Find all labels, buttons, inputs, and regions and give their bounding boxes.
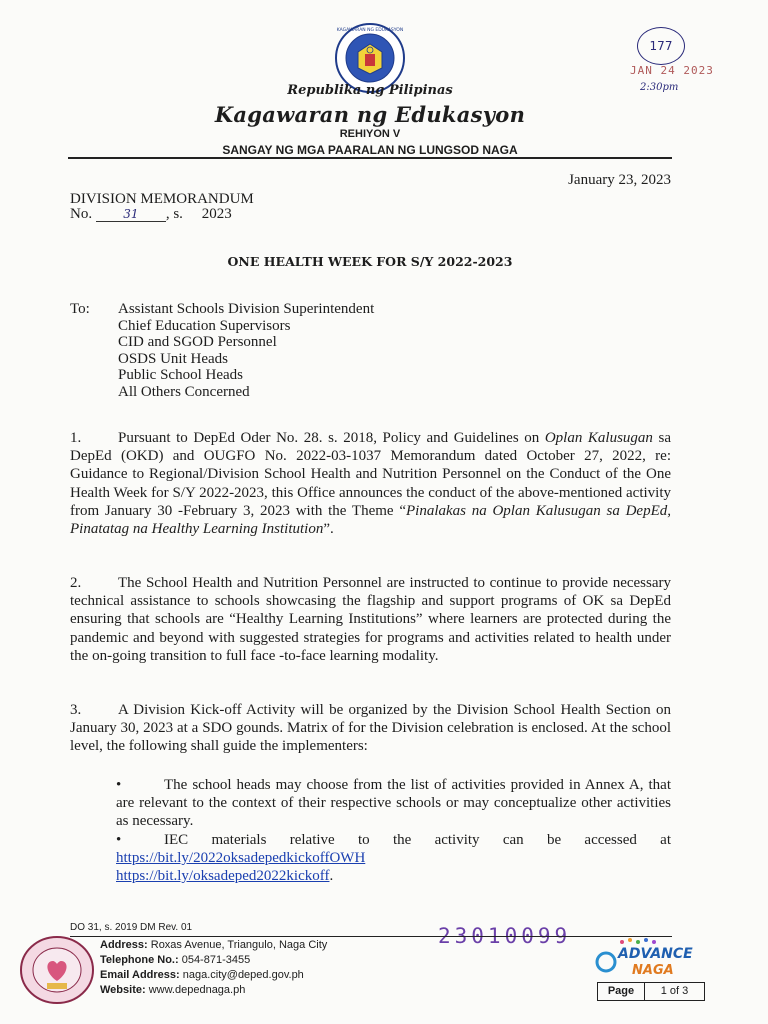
svg-text:KAGAWARAN NG EDUKASYON: KAGAWARAN NG EDUKASYON: [336, 28, 404, 33]
paragraph-text: ”.: [323, 521, 334, 538]
address-label: Address:: [100, 939, 148, 951]
paragraph-1: [70, 429, 671, 538]
memo-series-label: , s.: [165, 206, 183, 222]
document-code: DO 31, s. 2019 DM Rev. 01: [70, 922, 193, 933]
website-value: www.depednaga.ph: [148, 984, 246, 996]
paragraph-italic: Oplan Kalusugan: [544, 430, 653, 446]
memo-date: January 23, 2023: [568, 172, 671, 188]
logo-word-advance: ADVANCE: [618, 946, 693, 962]
bullet-item-1: [116, 776, 671, 831]
bullet-icon: •: [116, 832, 122, 848]
paragraph-text: A Division Kick-off Activity will be organized by the Division School Health Section on January 30, 2023 at a SDO gounds. Matrix of for the Division celebration is enclosed. At the school level, the following shall guide the implementers:: [70, 702, 671, 755]
paragraph-text: The School Health and Nutrition Personnel are instructed to continue to provide necessary technical assistance to schools showcasing the flagship and support programs of OK sa DepEd ensuring that schools are “Healthy Learning Institutions” where learners are protected during the pandemic and beyond with suggested strategies for programs and activities related to health under the on-going transition to full face -to-face learning modality.: [70, 575, 671, 664]
iec-link-2[interactable]: https://bit.ly/oksadeped2022kickoff: [116, 868, 330, 885]
header-divider: [68, 157, 672, 159]
tracking-number: 23010099: [438, 924, 572, 948]
email-label: Email Address:: [100, 969, 180, 981]
paragraph-2: [70, 574, 671, 665]
phone-value: 054-871-3455: [181, 954, 251, 966]
bullet-icon: •: [116, 777, 122, 793]
bullet-item-2: [116, 831, 671, 886]
email-value: naga.city@deped.gov.ph: [182, 969, 304, 981]
logo-word-naga: NAGA: [632, 963, 674, 978]
contact-block: [100, 938, 327, 998]
recipient-item: Chief Education Supervisors: [118, 317, 291, 334]
republic-heading: Republika ng Pilipinas: [287, 83, 453, 98]
page-label: Page: [598, 983, 645, 1000]
bullet-body: IEC materials relative to the activity can be accessed at: [164, 832, 671, 848]
paragraph-number: 2.: [70, 575, 82, 591]
paragraph-3: [70, 701, 671, 756]
paragraph-number: 1.: [70, 430, 82, 446]
recipient-item: CID and SGOD Personnel: [118, 334, 277, 350]
iec-link-1[interactable]: https://bit.ly/2022oksadepedkickoffOWH: [116, 850, 366, 867]
memo-no-label: No.: [70, 206, 93, 222]
recipient-item: OSDS Unit Heads: [118, 350, 229, 367]
memo-number-line: [70, 206, 232, 223]
recipient-item: Public School Heads: [118, 367, 243, 383]
address-value: Roxas Avenue, Triangulo, Naga City: [150, 939, 328, 951]
division-office-heading: SANGAY NG MGA PAARALAN NG LUNGSOD NAGA: [222, 143, 518, 157]
region-heading: REHIYON V: [339, 128, 401, 140]
memo-number: 31: [96, 207, 166, 222]
memo-subject: ONE HEALTH WEEK FOR S/Y 2022-2023: [227, 254, 513, 269]
bullet-body: The school heads may choose from the list of activities provided in Annex A, that are relevant to the context of their respective schools or may conceptualize other activities as necessary.: [116, 777, 671, 830]
memo-type: DIVISION MEMORANDUM: [70, 191, 254, 207]
page-value: 1 of 3: [660, 985, 689, 997]
paragraph-number: 3.: [70, 702, 82, 718]
department-heading: Kagawaran ng Edukasyon: [214, 102, 526, 127]
bullet-text: [116, 831, 671, 849]
memo-year: 2023: [201, 206, 232, 222]
bullet-text: [116, 776, 671, 831]
recipients-list: [118, 301, 374, 400]
footer-divider: [70, 936, 672, 937]
website-label: Website:: [100, 984, 146, 996]
division-seal: [19, 935, 95, 1005]
recipients-label: To:: [70, 301, 90, 317]
link-period: .: [329, 868, 334, 885]
paragraph-text: sa DepEd (OKD) and OUGFO No. 2022-03-1037 Memorandum dated October 27, 2022, re: Guidance to Regional/Division School Health and Nutrition Personnel on the Conduct of the One Health Week for S/Y 2022-2023, this Office announces the conduct of the above-mentioned activity from January 30 -February 3, 2023 with the Theme “: [70, 430, 671, 519]
paragraph-text: Pursuant to DepEd Oder No. 28. s. 2018, Policy and Guidelines on: [118, 430, 545, 446]
recipient-item: All Others Concerned: [118, 383, 250, 400]
bullet-links: [116, 849, 671, 885]
theme-italic: Pinalakas na Oplan Kalusugan sa DepEd, Pinatatag na Healthy Learning Institution: [70, 502, 671, 538]
stamp-circle-number: 177: [637, 27, 685, 65]
page-indicator: [597, 982, 705, 1001]
phone-label: Telephone No.:: [100, 954, 179, 966]
advance-naga-logo: [592, 936, 704, 982]
received-date-stamp: JAN 24 2023: [630, 64, 714, 77]
recipient-item: Assistant Schools Division Superintendent: [118, 301, 375, 317]
received-time-note: 2:30pm: [640, 82, 679, 93]
